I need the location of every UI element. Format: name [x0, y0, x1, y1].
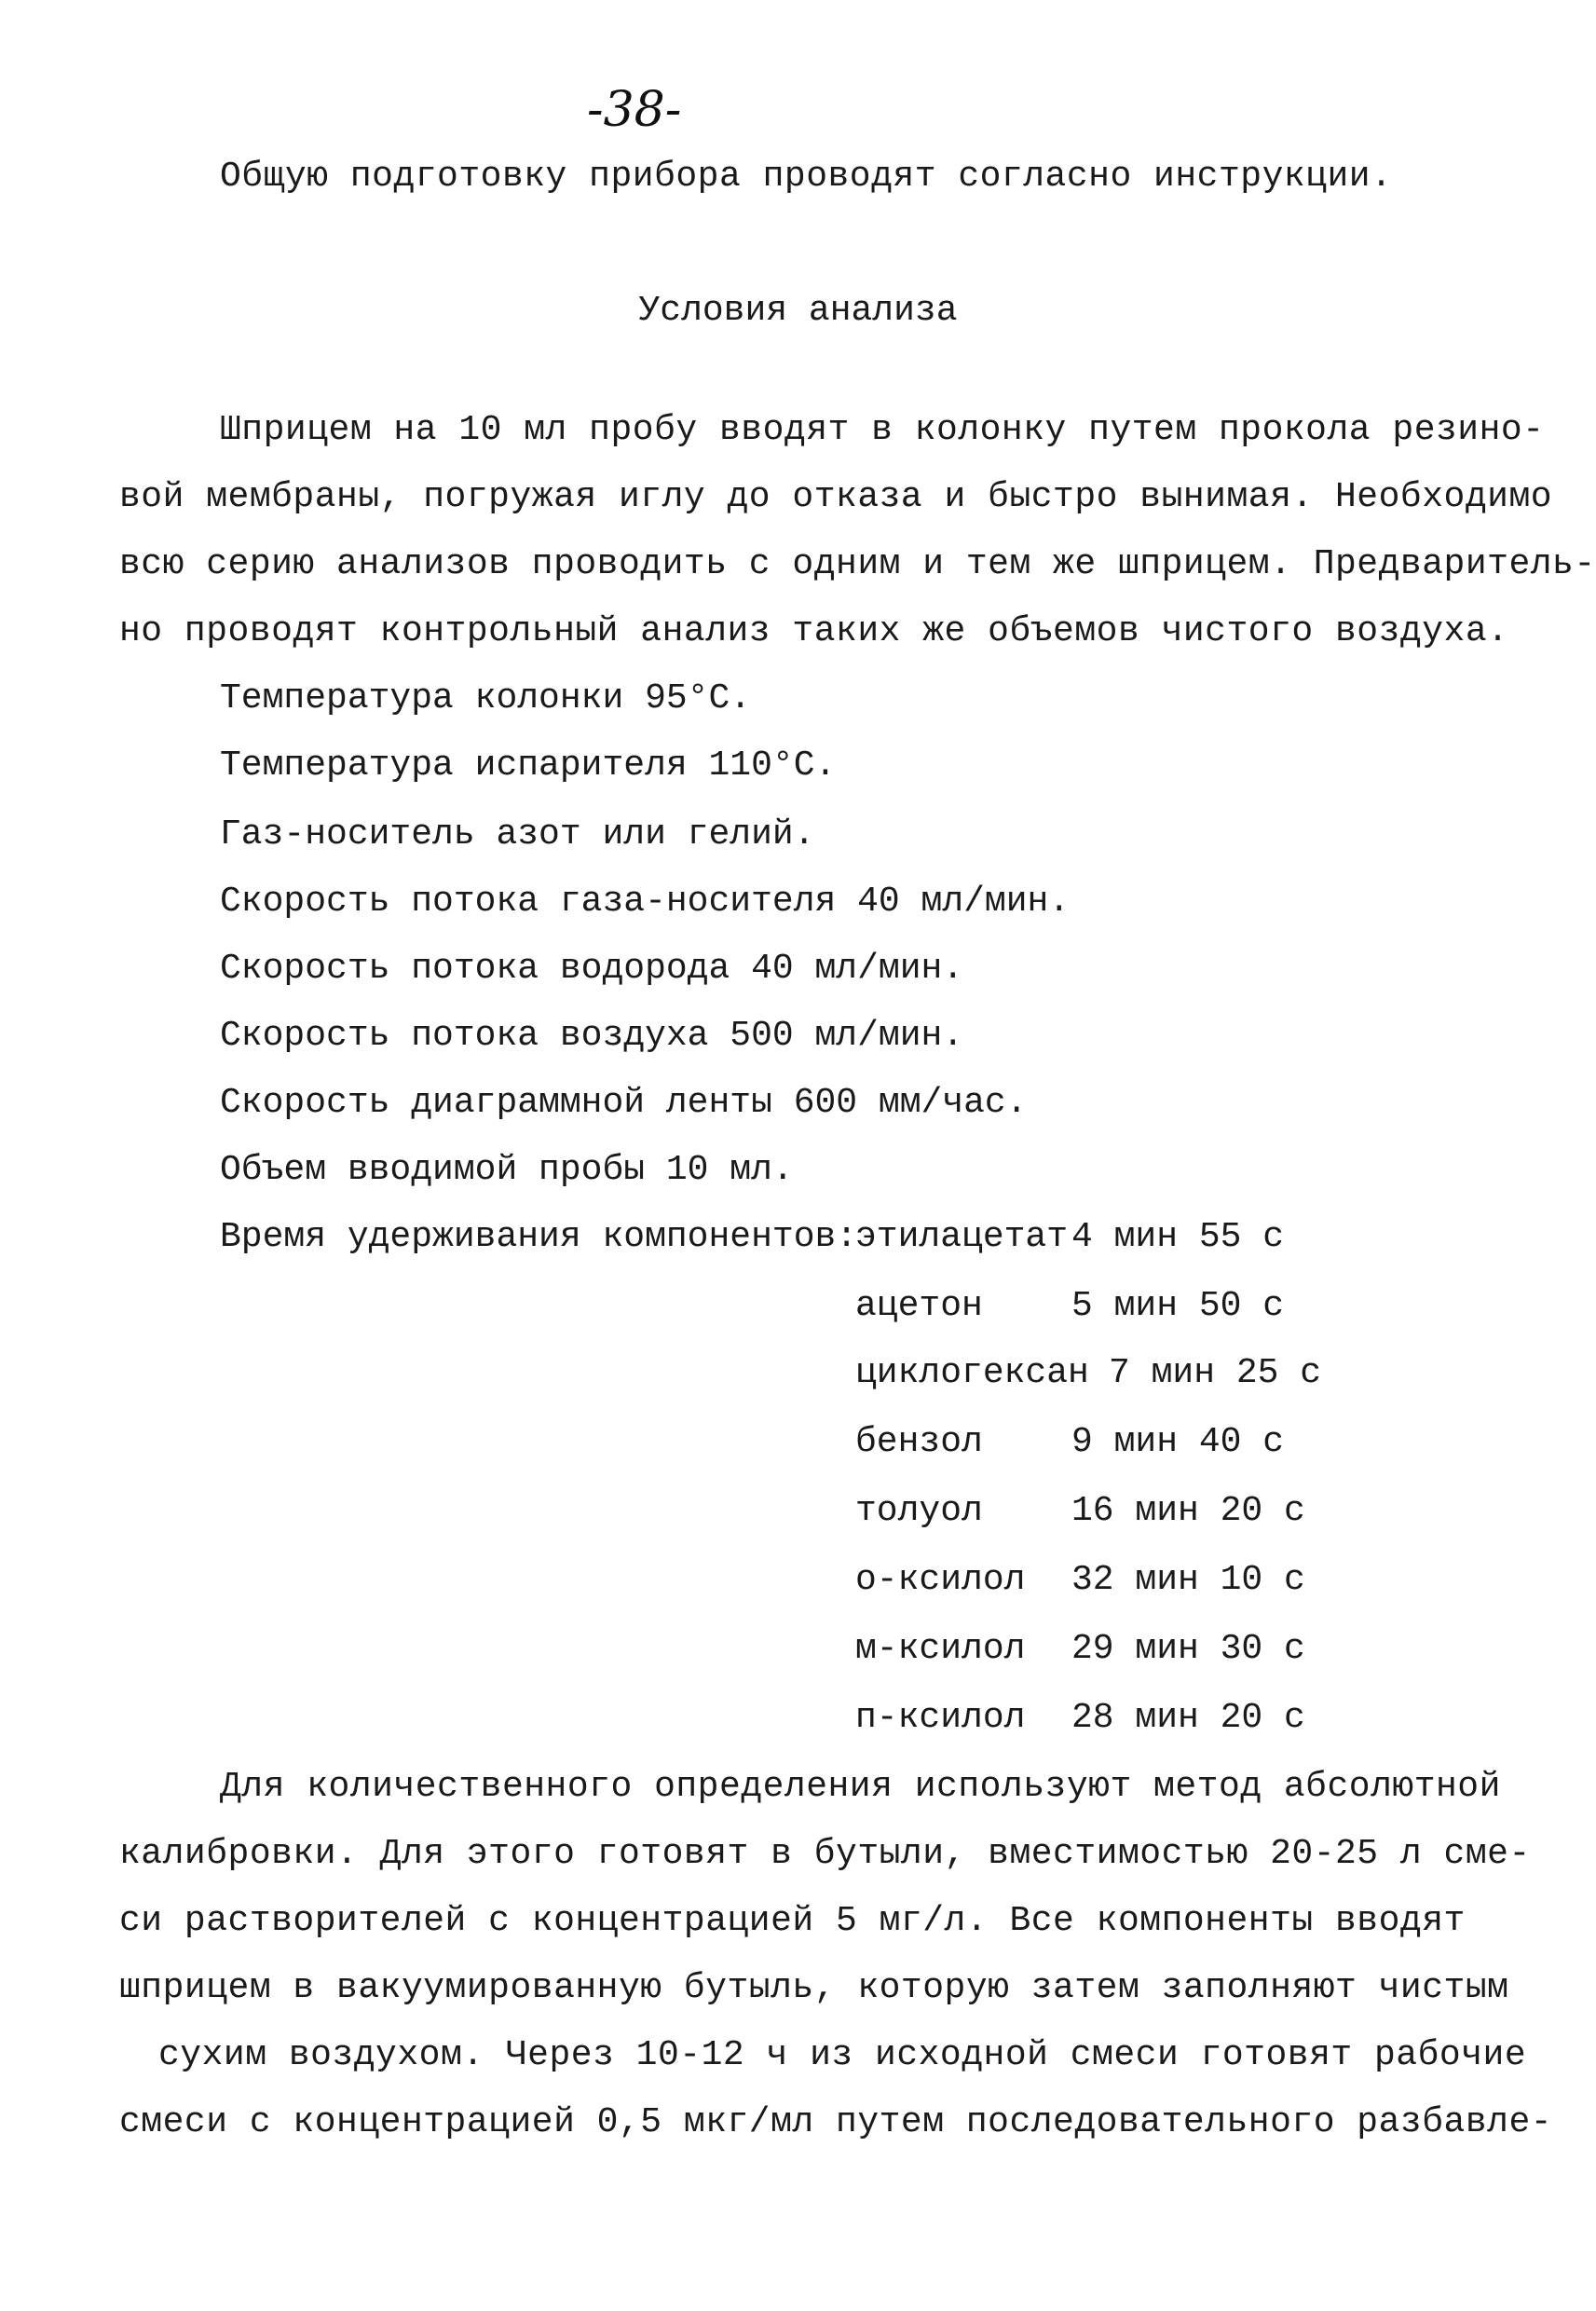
parameter-line: Температура колонки 95°С.	[220, 678, 752, 718]
paragraph1-line: всю серию анализов проводить с одним и тем же шприцем. Предваритель-	[119, 544, 1596, 584]
paragraph2-line: шприцем в вакуумированную бутыль, которую затем заполняют чистым	[119, 1968, 1509, 2008]
component-name: п-ксилол	[855, 1698, 1026, 1738]
paragraph1-line: вой мембраны, погружая иглу до отказа и быстро вынимая. Необходимо	[119, 477, 1553, 517]
parameter-line: Температура испарителя 110°С.	[220, 745, 837, 786]
paragraph2-line: калибровки. Для этого готовят в бутыли, вместимостью 20-25 л сме-	[119, 1834, 1531, 1874]
retention-time: 9 мин 40 с	[1071, 1422, 1285, 1462]
component-name: м-ксилол	[855, 1629, 1026, 1669]
retention-time: 32 мин 10 с	[1071, 1560, 1305, 1600]
component-name: о-ксилол	[855, 1560, 1026, 1600]
paragraph2-line: си растворителей с концентрацией 5 мг/л. Все компоненты вводят	[119, 1901, 1466, 1941]
retention-time: 5 мин 50 с	[1071, 1286, 1285, 1326]
component-name: ацетон	[855, 1286, 983, 1326]
paragraph1-line: но проводят контрольный анализ таких же объемов чистого воздуха.	[119, 611, 1509, 651]
section-title: Условия анализа	[638, 291, 958, 331]
retention-time: 16 мин 20 с	[1071, 1491, 1305, 1531]
retention-time: 7 мин 25 с	[1109, 1353, 1322, 1393]
retention-time: 29 мин 30 с	[1071, 1629, 1305, 1669]
retention-label: Время удерживания компонентов:	[220, 1217, 858, 1257]
paragraph2-line: сухим воздухом. Через 10-12 ч из исходной смеси готовят рабочие	[158, 2035, 1527, 2075]
retention-time: 4 мин 55 с	[1071, 1217, 1285, 1257]
paragraph2-line: смеси с концентрацией 0,5 мкг/мл путем последовательного разбавле-	[119, 2102, 1553, 2142]
parameter-line: Скорость потока воздуха 500 мл/мин.	[220, 1016, 964, 1056]
component-name: бензол	[855, 1422, 983, 1462]
component-name: этилацетат	[855, 1217, 1069, 1257]
page-number: -38-	[587, 82, 682, 138]
paragraph1-line: Шприцем на 10 мл пробу вводят в колонку путем прокола резино-	[220, 410, 1545, 450]
paragraph2-line: Для количественного определения используют метод абсолютной	[220, 1767, 1501, 1807]
parameter-line: Газ-носитель азот или гелий.	[220, 814, 815, 855]
component-name: циклогексан	[855, 1353, 1089, 1393]
intro-line: Общую подготовку прибора проводят согласно инструкции.	[220, 157, 1393, 197]
parameter-line: Скорость потока водорода 40 мл/мин.	[220, 949, 964, 989]
retention-time: 28 мин 20 с	[1071, 1698, 1305, 1738]
parameter-line: Объем вводимой пробы 10 мл.	[220, 1150, 794, 1190]
parameter-line: Скорость потока газа-носителя 40 мл/мин.	[220, 882, 1071, 922]
component-name: толуол	[855, 1491, 983, 1531]
parameter-line: Скорость диаграммной ленты 600 мм/час.	[220, 1083, 1028, 1123]
